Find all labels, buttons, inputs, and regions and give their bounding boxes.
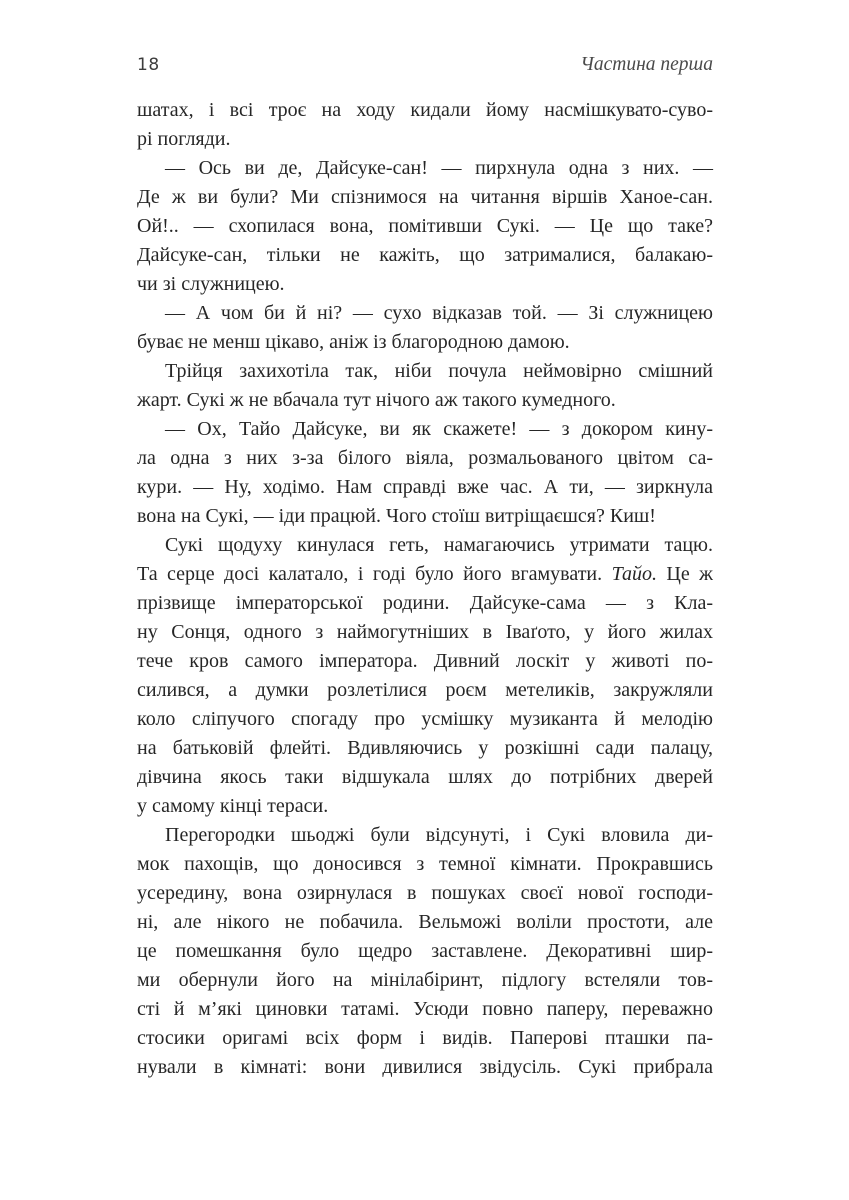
- text-segment: — А чом би й ні? — сухо відказав той. — Зі служницею: [165, 302, 713, 324]
- text-line: [137, 647, 713, 676]
- text-segment: Сукі щодуху кинулася геть, намагаючись утримати тацю.: [165, 534, 713, 556]
- text-line: [137, 966, 713, 995]
- text-segment: Ой!.. — схопилася вона, помітивши Сукі. — Це що таке?: [137, 215, 713, 237]
- text-segment: Де ж ви були? Ми спізнимося на читання віршів Ханое-сан.: [137, 186, 713, 208]
- paragraph: [137, 299, 713, 357]
- text-segment: жарт. Сукі ж не вбачала тут нічого аж такого кумедного.: [137, 389, 616, 411]
- text-line: [137, 792, 713, 821]
- text-segment: нували в кімнаті: вони дивилися звідусіль. Сукі прибрала: [137, 1056, 713, 1078]
- text-segment: усередину, вона озирнулася в пошуках своєї нової господи-: [137, 882, 713, 904]
- text-line: [137, 183, 713, 212]
- text-line: [137, 96, 713, 125]
- text-line: [137, 212, 713, 241]
- text-segment: шатах, і всі троє на ходу кидали йому насмішкувато-суво-: [137, 99, 713, 121]
- text-segment: буває не менш цікаво, аніж із благородною дамою.: [137, 331, 570, 353]
- text-line: [137, 589, 713, 618]
- text-segment: — Ось ви де, Дайсуке-сан! — пирхнула одна з них. —: [165, 157, 713, 179]
- text-segment: у самому кінці тераси.: [137, 795, 329, 817]
- text-line: [137, 1053, 713, 1082]
- text-segment: Трійця захихотіла так, ніби почула неймовірно смішний: [165, 360, 713, 382]
- text-segment: ну Сонця, одного з наймогутніших в Іваґото, у його жилах: [137, 621, 713, 643]
- text-line: [137, 734, 713, 763]
- text-line: [137, 531, 713, 560]
- text-segment: Це ж: [656, 563, 714, 585]
- paragraph: [137, 357, 713, 415]
- text-line: [137, 676, 713, 705]
- text-line: [137, 937, 713, 966]
- text-line: [137, 879, 713, 908]
- text-line: [137, 328, 713, 357]
- text-line: [137, 241, 713, 270]
- text-segment: — Ох, Тайо Дайсуке, ви як скажете! — з докором кину-: [165, 418, 713, 440]
- text-segment: Та серце досі калатало, і годі було його вгамувати.: [137, 563, 612, 585]
- text-line: [137, 705, 713, 734]
- text-line: [137, 850, 713, 879]
- text-line: [137, 560, 713, 589]
- text-line: [137, 618, 713, 647]
- text-line: [137, 995, 713, 1024]
- text-segment: силився, а думки розлетілися роєм метеликів, закружляли: [137, 679, 713, 701]
- page-header: [137, 54, 713, 76]
- text-segment: ла одна з них з-за білого віяла, розмальованого цвітом са-: [137, 447, 713, 469]
- text-segment: коло сліпучого спогаду про усмішку музиканта й мелодію: [137, 708, 713, 730]
- text-line: [137, 386, 713, 415]
- text-segment: кури. — Ну, ходімо. Нам справді вже час. А ти, — зиркнула: [137, 476, 713, 498]
- text-segment: Дайсуке-сан, тільки не кажіть, що затрималися, балакаю-: [137, 244, 713, 266]
- text-line: [137, 473, 713, 502]
- text-segment: на батьковій флейті. Вдивляючись у розкішні сади палацу,: [137, 737, 713, 759]
- text-line: [137, 763, 713, 792]
- paragraph: [137, 96, 713, 154]
- paragraph: [137, 821, 713, 1082]
- text-segment: тече кров самого імператора. Дивний лоскіт у животі по-: [137, 650, 713, 672]
- paragraph: [137, 531, 713, 821]
- text-line: [137, 444, 713, 473]
- text-segment: стосики оригамі всіх форм і видів. Паперові пташки па-: [137, 1027, 713, 1049]
- text-segment: ні, але нікого не побачила. Вельможі воліли простоти, але: [137, 911, 713, 933]
- text-line: [137, 1024, 713, 1053]
- text-line: [137, 821, 713, 850]
- text-line: [137, 908, 713, 937]
- text-line: [137, 299, 713, 328]
- text-line: [137, 502, 713, 531]
- paragraph: [137, 415, 713, 531]
- text-line: [137, 357, 713, 386]
- page-body: [137, 96, 713, 1082]
- running-header: Частина перша: [580, 54, 713, 75]
- italic-text: Тайо.: [611, 563, 657, 585]
- text-line: [137, 270, 713, 299]
- text-segment: рі погляди.: [137, 128, 231, 150]
- text-segment: прізвище імператорської родини. Дайсуке-сама — з Кла-: [137, 592, 713, 614]
- text-line: [137, 415, 713, 444]
- text-line: [137, 125, 713, 154]
- page-number: 18: [137, 55, 160, 75]
- text-segment: сті й м’які циновки татамі. Усюди повно паперу, переважно: [137, 998, 713, 1020]
- text-segment: Перегородки шьоджі були відсунуті, і Сукі вловила ди-: [165, 824, 713, 846]
- text-segment: дівчина якось таки відшукала шлях до потрібних дверей: [137, 766, 713, 788]
- paragraph: [137, 154, 713, 299]
- text-segment: це помешкання було щедро заставлене. Декоративні шир-: [137, 940, 713, 962]
- text-segment: вона на Сукі, — іди працюй. Чого стоїш витріщаєшся? Киш!: [137, 505, 656, 527]
- text-segment: чи зі служницею.: [137, 273, 285, 295]
- text-line: [137, 154, 713, 183]
- text-segment: мок пахощів, що доносився з темної кімнати. Прокравшись: [137, 853, 713, 875]
- text-segment: ми обернули його на мінілабіринт, підлогу встеляли тов-: [137, 969, 713, 991]
